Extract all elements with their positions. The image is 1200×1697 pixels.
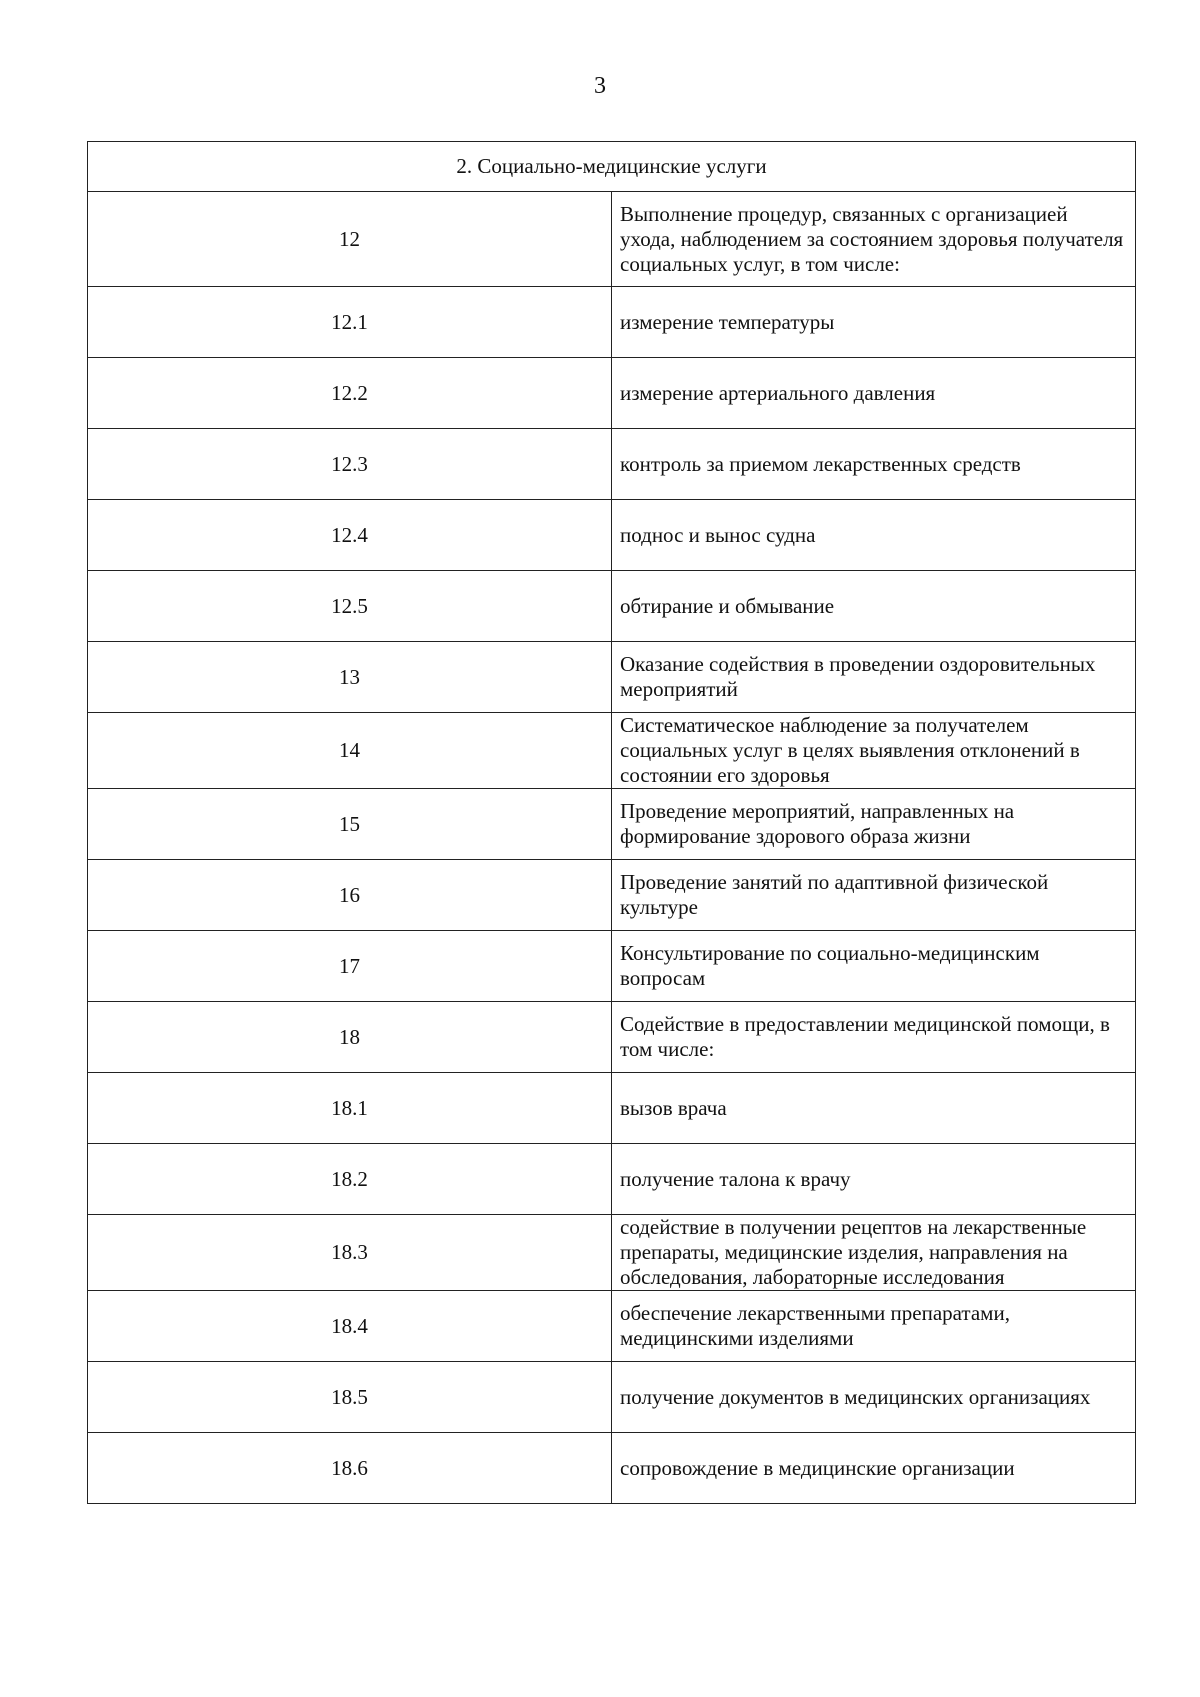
row-text: контроль за приемом лекарственных средств	[612, 429, 1136, 500]
row-text: получение документов в медицинских организациях	[612, 1362, 1136, 1433]
table-row	[88, 1144, 1136, 1215]
row-text: обтирание и обмывание	[612, 571, 1136, 642]
row-number: 15	[88, 789, 612, 860]
row-text: сопровождение в медицинские организации	[612, 1433, 1136, 1504]
row-number: 16	[88, 860, 612, 931]
row-text: Оказание содействия в проведении оздоровительных мероприятий	[612, 642, 1136, 713]
row-number: 12	[88, 192, 612, 287]
table-row	[88, 429, 1136, 500]
table-row	[88, 1362, 1136, 1433]
table-row	[88, 931, 1136, 1002]
table-row	[88, 500, 1136, 571]
row-text: получение талона к врачу	[612, 1144, 1136, 1215]
row-text: Выполнение процедур, связанных с организацией ухода, наблюдением за состоянием здоровья получателя социальных услуг, в том числе:	[612, 192, 1136, 287]
row-text: Консультирование по социально-медицинским вопросам	[612, 931, 1136, 1002]
table-row	[88, 789, 1136, 860]
services-table	[87, 141, 1136, 1504]
row-number: 12.3	[88, 429, 612, 500]
row-text: измерение артериального давления	[612, 358, 1136, 429]
page-number: 3	[594, 73, 606, 99]
table-row	[88, 287, 1136, 358]
row-text: Систематическое наблюдение за получателем социальных услуг в целях выявления отклонений в состоянии его здоровья	[612, 713, 1136, 789]
table-row	[88, 192, 1136, 287]
row-text: Содействие в предоставлении медицинской помощи, в том числе:	[612, 1002, 1136, 1073]
table-row	[88, 1002, 1136, 1073]
table-row	[88, 571, 1136, 642]
table-row	[88, 1215, 1136, 1291]
table-row	[88, 1073, 1136, 1144]
table-row	[88, 358, 1136, 429]
row-text: Проведение занятий по адаптивной физической культуре	[612, 860, 1136, 931]
table-row	[88, 1291, 1136, 1362]
row-number: 13	[88, 642, 612, 713]
row-number: 12.4	[88, 500, 612, 571]
row-number: 18.5	[88, 1362, 612, 1433]
section-title: 2. Социально-медицинские услуги	[88, 142, 1136, 192]
row-number: 18	[88, 1002, 612, 1073]
row-number: 18.4	[88, 1291, 612, 1362]
row-number: 18.1	[88, 1073, 612, 1144]
row-number: 12.2	[88, 358, 612, 429]
section-header-row	[88, 142, 1136, 192]
row-text: вызов врача	[612, 1073, 1136, 1144]
row-number: 17	[88, 931, 612, 1002]
row-number: 18.6	[88, 1433, 612, 1504]
row-number: 12.1	[88, 287, 612, 358]
table-row	[88, 713, 1136, 789]
row-text: поднос и вынос судна	[612, 500, 1136, 571]
row-text: обеспечение лекарственными препаратами, медицинскими изделиями	[612, 1291, 1136, 1362]
row-number: 14	[88, 713, 612, 789]
table-row	[88, 860, 1136, 931]
row-text: содействие в получении рецептов на лекарственные препараты, медицинские изделия, направления на обследования, лабораторные исследования	[612, 1215, 1136, 1291]
table-row	[88, 1433, 1136, 1504]
row-text: Проведение мероприятий, направленных на формирование здорового образа жизни	[612, 789, 1136, 860]
row-number: 18.2	[88, 1144, 612, 1215]
table-row	[88, 642, 1136, 713]
row-text: измерение температуры	[612, 287, 1136, 358]
row-number: 12.5	[88, 571, 612, 642]
row-number: 18.3	[88, 1215, 612, 1291]
